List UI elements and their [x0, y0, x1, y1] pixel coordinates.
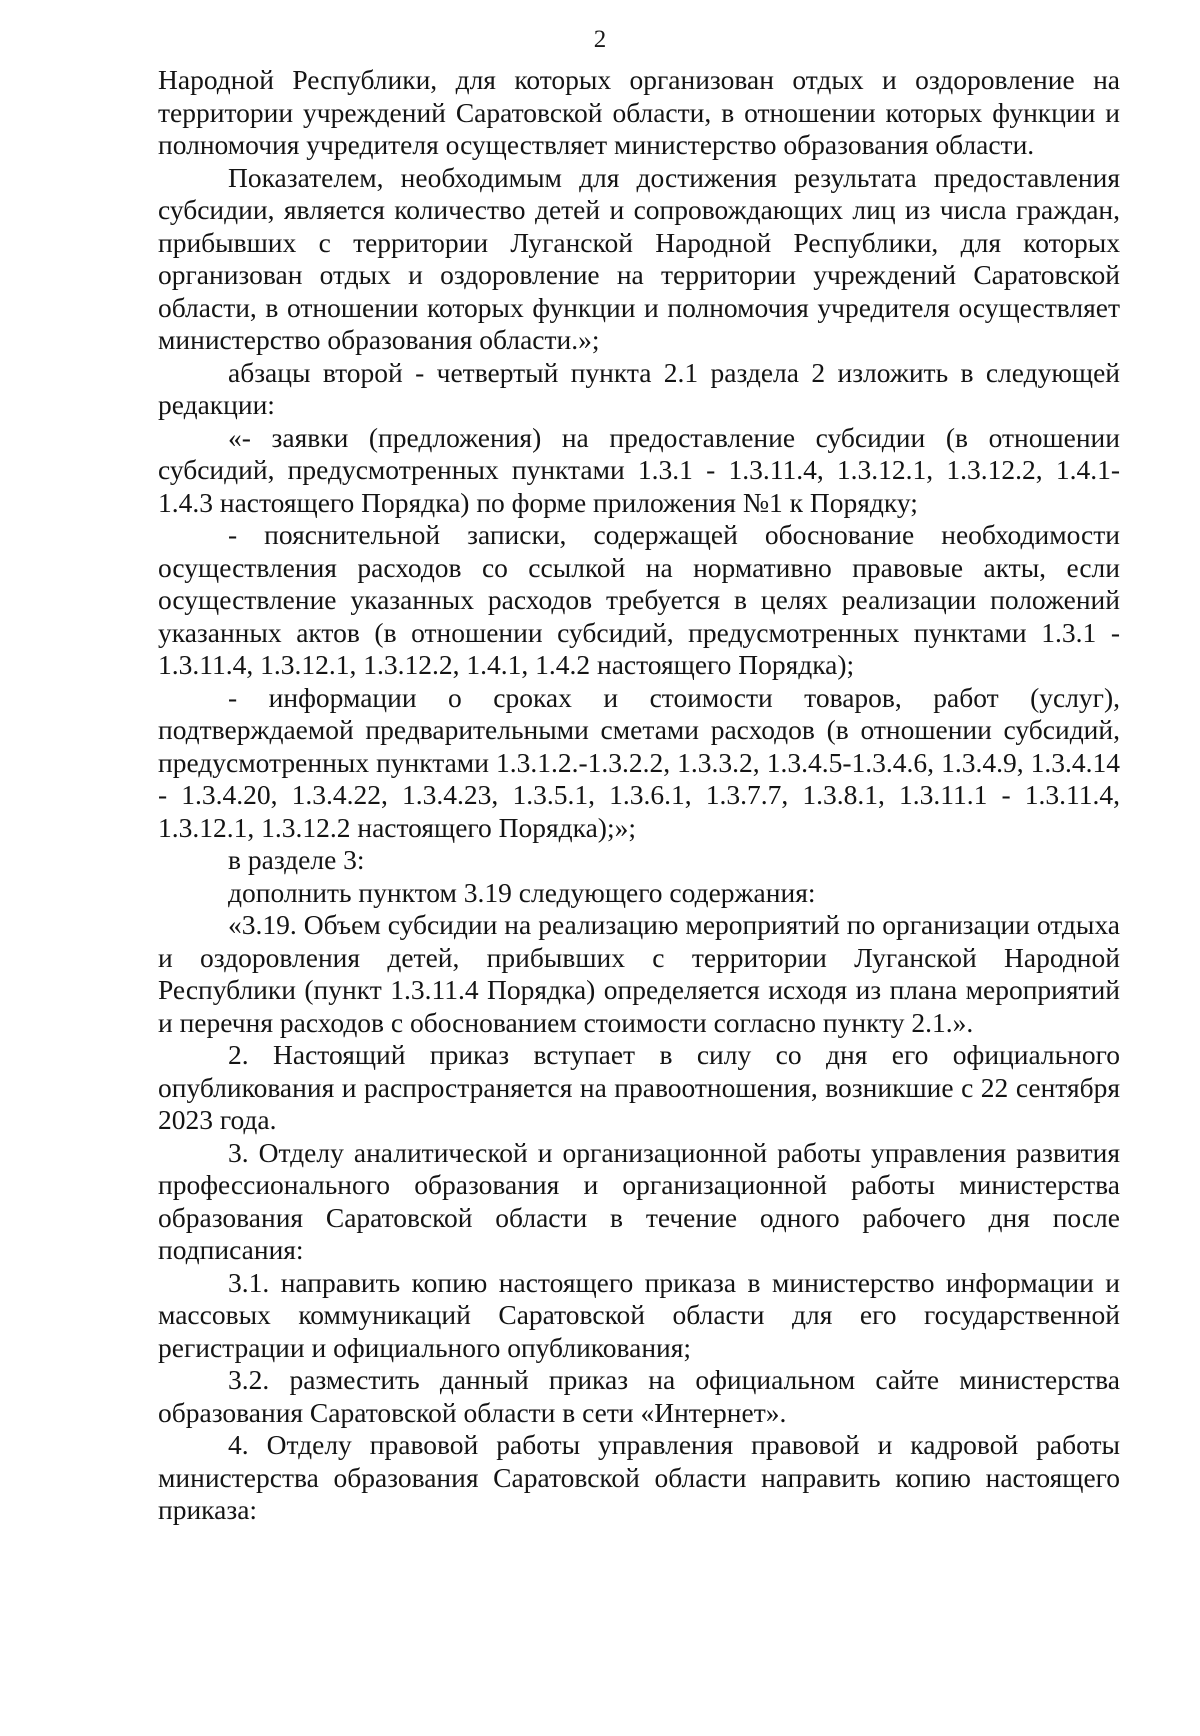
paragraph-point-3-19: «3.19. Объем субсидии на реализацию мероприятий по организации отдыха и оздоровления детей, прибывших с территории Луганской Народной Республики (пункт 1.3.11.4 Порядка) определяется исходя из плана мероприятий и перечня расходов с обоснованием стоимости согласно пункту 2.1.».: [158, 909, 1120, 1038]
paragraph-amend-section-2: абзацы второй - четвертый пункта 2.1 раздела 2 изложить в следующей редакции:: [158, 356, 1120, 420]
paragraph-cost-information: - информации о сроках и стоимости товаров, работ (услуг), подтверждаемой предварительными сметами расходов (в отношении субсидий, предусмотренных пунктами 1.3.1.2.-1.3.2.2, 1.3.3.2, 1.3.4.5-1.3.4.6, 1.3.4.9, 1.3.4.14 - 1.3.4.20, 1.3.4.22, 1.3.4.23, 1.3.5.1, 1.3.6.1, 1.3.7.7, 1.3.8.1, 1.3.11.1 - 1.3.11.4, 1.3.12.1, 1.3.12.2 настоящего Порядка);»;: [158, 681, 1120, 843]
paragraph-item-4: 4. Отделу правовой работы управления правовой и кадровой работы министерства образования Саратовской области направить копию настоящего приказа:: [158, 1429, 1120, 1525]
paragraph-item-3-1: 3.1. направить копию настоящего приказа в министерство информации и массовых коммуникаций Саратовской области для его государственной регистрации и официального опубликования;: [158, 1266, 1120, 1363]
page-number: 2: [593, 26, 607, 53]
paragraph-item-3: 3. Отделу аналитической и организационной работы управления развития профессионального образования и организационной работы министерства образования Саратовской области в течение одного рабочего дня после подписания:: [158, 1136, 1120, 1265]
paragraph-item-2: 2. Настоящий приказ вступает в силу со дня его официального опубликования и распространяется на правоотношения, возникшие с 22 сентября 2023 года.: [158, 1039, 1120, 1135]
paragraph-explanatory-note: - пояснительной записки, содержащей обоснование необходимости осуществления расходов со ссылкой на нормативно правовые акты, если осуществление указанных расходов требуется в целях реализации положений указанных актов (в отношении субсидий, предусмотренных пунктами 1.3.1 - 1.3.11.4, 1.3.12.1, 1.3.12.2, 1.4.1, 1.4.2 настоящего Порядка);: [158, 519, 1120, 680]
paragraph-item-3-2: 3.2. разместить данный приказ на официальном сайте министерства образования Саратовской области в сети «Интернет».: [158, 1364, 1120, 1428]
paragraph-section-3: в разделе 3:: [228, 844, 365, 875]
paragraph-add-point-3-19: дополнить пунктом 3.19 следующего содержания:: [228, 876, 816, 908]
paragraph-indicator: Показателем, необходимым для достижения результата предоставления субсидии, является количество детей и сопровождающих лиц из числа граждан, прибывших с территории Луганской Народной Республики, для которых организован отдых и оздоровление на территории учреждений Саратовской области, в отношении которых функции и полномочия учредителя осуществляет министерство образования области.»;: [158, 161, 1120, 355]
paragraph-continuation: Народной Республики, для которых организован отдых и оздоровление на территории учреждений Саратовской области, в отношении которых функции и полномочия учредителя осуществляет министерство образования области.: [158, 64, 1120, 160]
paragraph-applications: «- заявки (предложения) на предоставление субсидии (в отношении субсидий, предусмотренных пунктами 1.3.1 - 1.3.11.4, 1.3.12.1, 1.3.12.2, 1.4.1-1.4.3 настоящего Порядка) по форме приложения №1 к Порядку;: [158, 421, 1120, 518]
document-body: [158, 64, 1120, 1527]
